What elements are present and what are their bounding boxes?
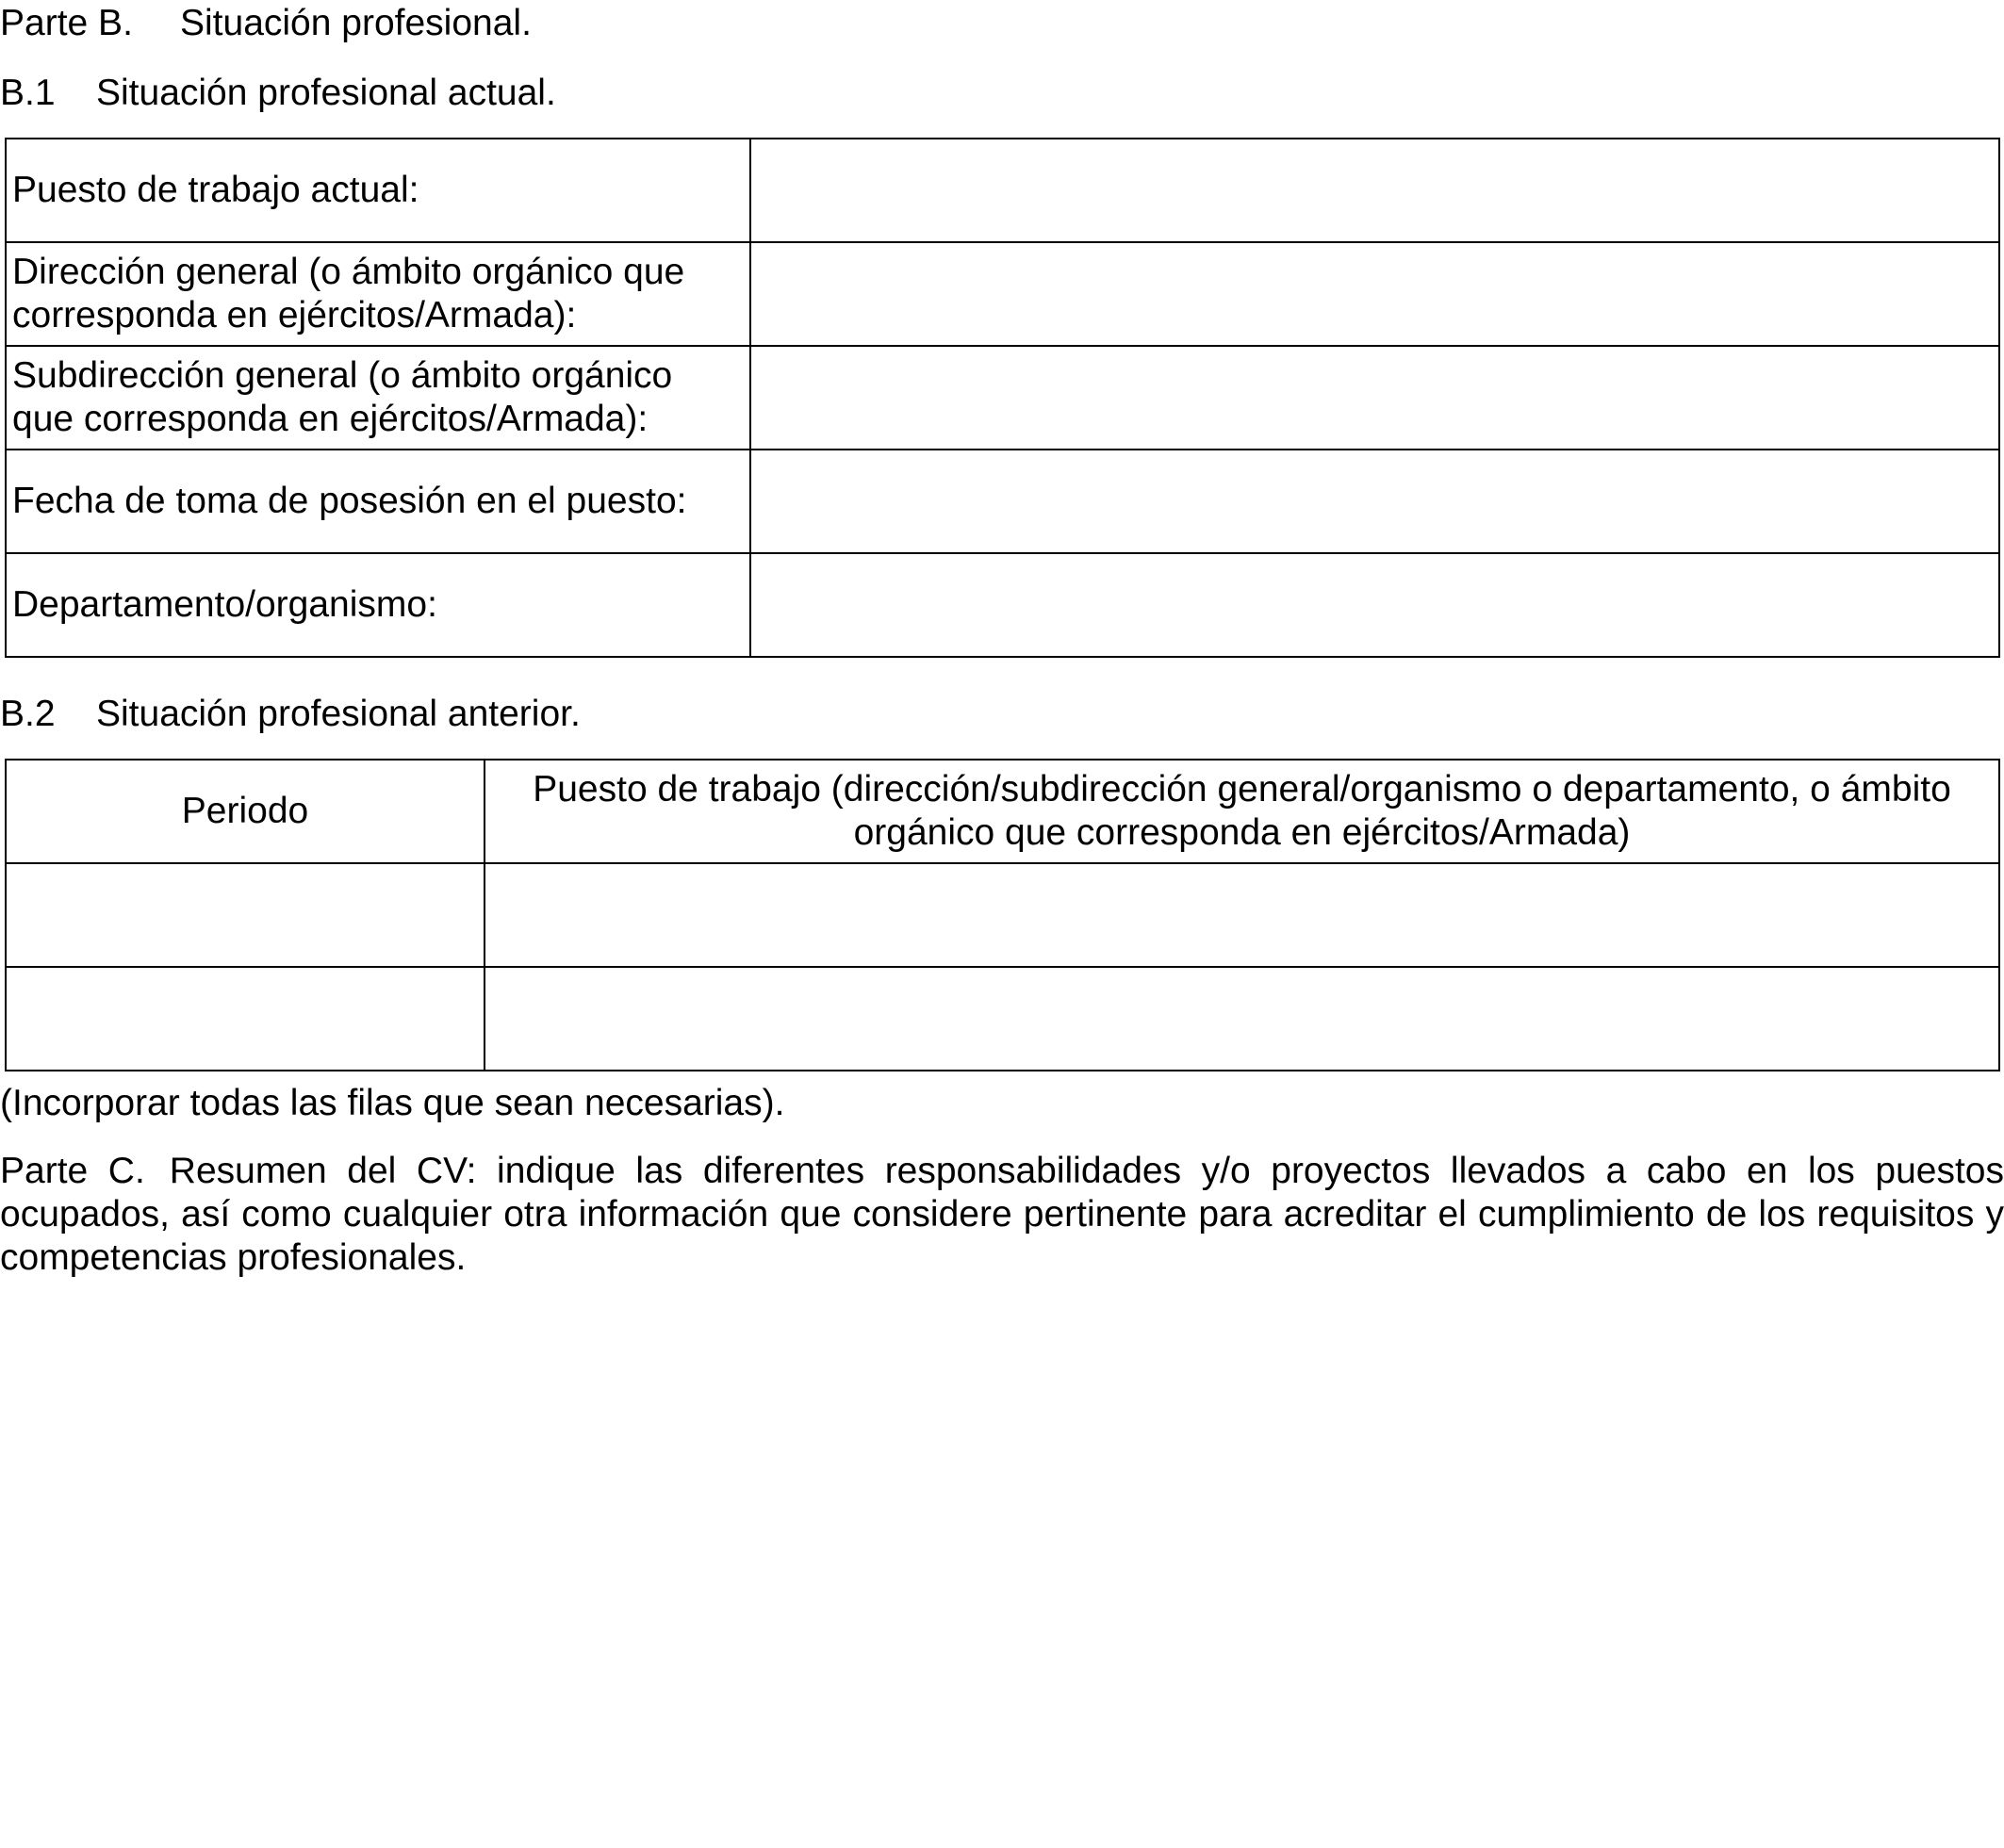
previous-position-table <box>5 759 2000 1071</box>
part-b-number: Parte B. <box>0 3 133 43</box>
position-header: Puesto de trabajo (dirección/subdirección general/organismo o departamento, o ámbito orgánico que corresponda en ejércitos/Armada) <box>485 760 1999 863</box>
directorate-field[interactable] <box>750 242 1999 346</box>
b1-number: B.1 <box>0 73 56 113</box>
part-b-title: Situación profesional. <box>180 3 532 43</box>
table-row <box>6 242 1999 346</box>
table-row <box>6 553 1999 657</box>
part-c-text: Resumen del CV: indique las diferentes responsabilidades y/o proyectos llevados a cabo en los puestos ocupados, así como cualquier otra información que considere pertinente para acreditar el cumplimiento de los requisitos y competencias profesionales. <box>0 1151 2004 1278</box>
period-header: Periodo <box>6 760 485 863</box>
start-date-field[interactable] <box>750 450 1999 553</box>
b2-number: B.2 <box>0 694 56 734</box>
table-row <box>6 346 1999 450</box>
position-field[interactable] <box>485 967 1999 1071</box>
table-row <box>6 863 1999 967</box>
b2-heading <box>0 693 581 736</box>
b1-title: Situación profesional actual. <box>96 73 556 113</box>
b2-title: Situación profesional anterior. <box>96 694 581 734</box>
part-c-paragraph <box>0 1150 2004 1280</box>
department-field[interactable] <box>750 553 1999 657</box>
table-header-row <box>6 760 1999 863</box>
table-row <box>6 967 1999 1071</box>
period-field[interactable] <box>6 967 485 1071</box>
department-label: Departamento/organismo: <box>6 553 750 657</box>
table-row <box>6 450 1999 553</box>
start-date-label: Fecha de toma de posesión en el puesto: <box>6 450 750 553</box>
table-row <box>6 139 1999 242</box>
add-rows-note: (Incorporar todas las filas que sean necesarias). <box>0 1083 785 1123</box>
subdirectorate-field[interactable] <box>750 346 1999 450</box>
current-position-table <box>5 138 2000 658</box>
period-field[interactable] <box>6 863 485 967</box>
subdirectorate-label: Subdirección general (o ámbito orgánico que corresponda en ejércitos/Armada): <box>6 346 750 450</box>
current-job-label: Puesto de trabajo actual: <box>6 139 750 242</box>
part-c-number: Parte C. <box>0 1151 145 1191</box>
current-job-field[interactable] <box>750 139 1999 242</box>
directorate-label: Dirección general (o ámbito orgánico que corresponda en ejércitos/Armada): <box>6 242 750 346</box>
b1-heading <box>0 72 556 115</box>
position-field[interactable] <box>485 863 1999 967</box>
part-b-heading <box>0 2 532 45</box>
